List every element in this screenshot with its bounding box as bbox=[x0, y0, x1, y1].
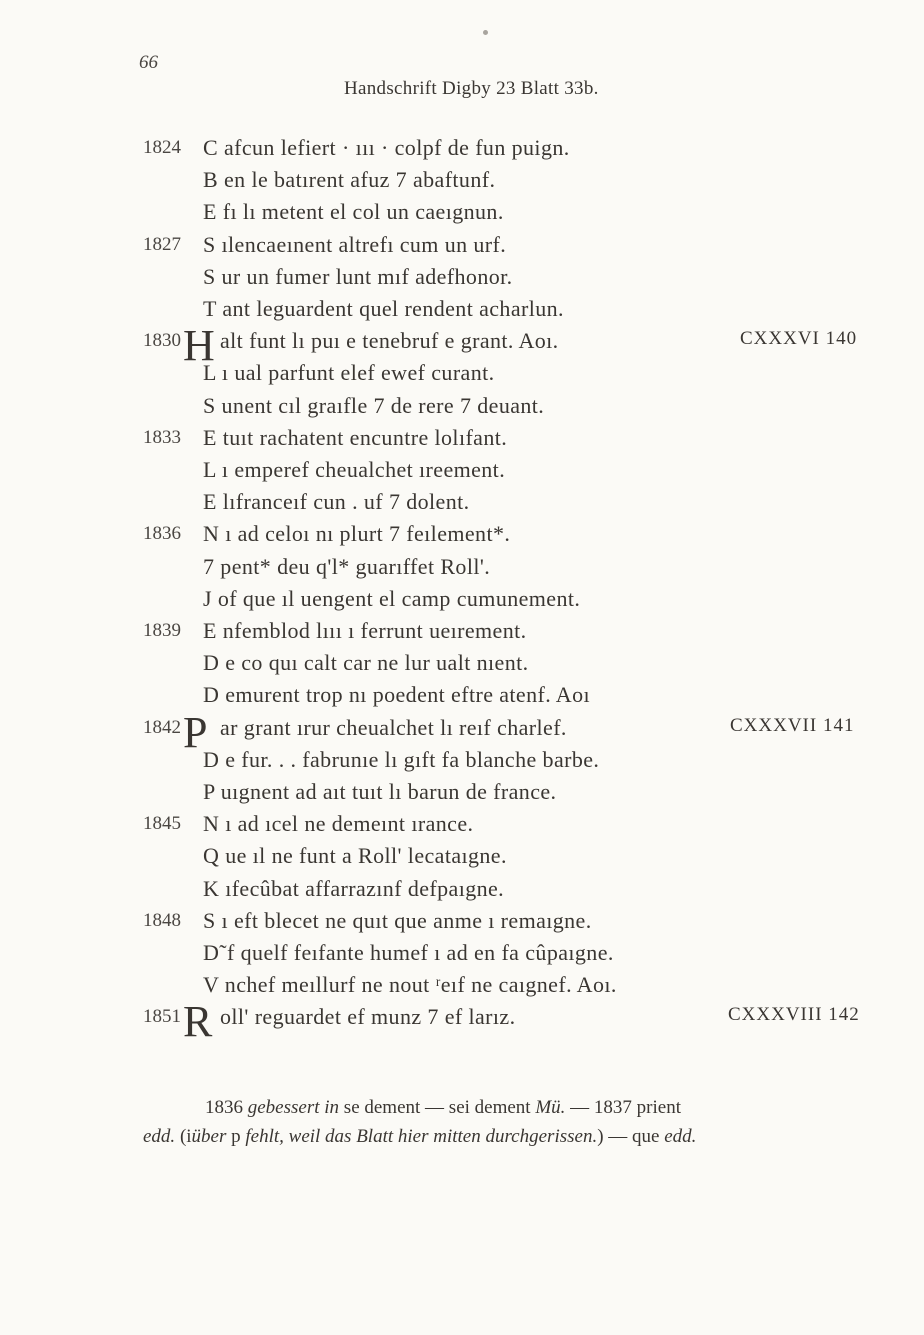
footnote-text: p bbox=[231, 1126, 241, 1147]
verse-line bbox=[0, 135, 924, 165]
verse-text: E tuıt rachatent encuntre lolıfant. bbox=[203, 424, 508, 450]
verse-text: S unent cıl graıfle 7 de rere 7 deuant. bbox=[203, 392, 545, 418]
verse-line bbox=[0, 811, 924, 841]
drop-initial: R bbox=[183, 997, 213, 1047]
verse-text: S ur un fumer lunt mıf adefhonor. bbox=[203, 263, 513, 289]
verse-text: S ılencaeınent altrefı cum un urf. bbox=[203, 231, 507, 257]
page-number: 66 bbox=[139, 52, 158, 73]
verse-text: N ı ad ıcel ne demeınt ırance. bbox=[203, 811, 474, 837]
laisse-number: CXXXVIII 142 bbox=[728, 1004, 860, 1026]
verse-text: N ı ad celoı nı plurt 7 feılement*. bbox=[203, 521, 511, 547]
line-number: 1851 bbox=[143, 1006, 181, 1028]
verse-line bbox=[0, 843, 924, 873]
verse-line bbox=[0, 650, 924, 680]
verse-line bbox=[0, 167, 924, 197]
verse-line bbox=[0, 521, 924, 551]
verse-line bbox=[0, 940, 924, 970]
verse-line bbox=[0, 618, 924, 648]
line-number: 1830 bbox=[143, 330, 181, 352]
verse-line bbox=[0, 779, 924, 809]
line-number: 1827 bbox=[143, 233, 181, 255]
footnote-text: fehlt, weil das Blatt hier mitten durchgerissen. bbox=[245, 1126, 598, 1147]
verse-line bbox=[0, 393, 924, 423]
verse-text: oll' reguardet ef munz 7 ef larız. bbox=[220, 1004, 516, 1030]
verse-line bbox=[0, 876, 924, 906]
ink-dot bbox=[483, 30, 488, 35]
line-number: 1824 bbox=[143, 137, 181, 158]
footnote-text: — 1837 prient bbox=[570, 1097, 681, 1118]
verse-line bbox=[0, 232, 924, 262]
footnote-line-2 bbox=[143, 1126, 696, 1148]
verse-text: B en le batırent afuz 7 abaftunf. bbox=[203, 167, 496, 193]
verse-line bbox=[0, 296, 924, 326]
verse-text: D emurent trop nı poedent eftre atenf. Aoı bbox=[203, 682, 591, 708]
laisse-number: CXXXVII 141 bbox=[730, 714, 855, 736]
verse-line bbox=[0, 682, 924, 712]
verse-line bbox=[0, 321, 924, 371]
footnote-text: se dement — sei dement bbox=[343, 1097, 531, 1118]
verse-line bbox=[0, 457, 924, 487]
verse-text: Q ue ıl ne funt a Roll' lecataıgne. bbox=[203, 843, 507, 869]
verse-line bbox=[0, 586, 924, 616]
verse-text: L ı ual parfunt elef ewef curant. bbox=[203, 360, 495, 386]
verse-text: J of que ıl uengent el camp cumunement. bbox=[203, 585, 581, 611]
verse-text: D e fur. . . fabrunıe lı gıft fa blanche barbe. bbox=[203, 746, 600, 772]
drop-initial: H bbox=[183, 321, 215, 371]
footnote-text: (i bbox=[179, 1126, 192, 1147]
verse-line bbox=[0, 264, 924, 294]
line-number: 1845 bbox=[143, 813, 181, 835]
verse-line bbox=[0, 747, 924, 777]
verse-line bbox=[0, 908, 924, 938]
verse-line bbox=[0, 997, 924, 1047]
verse-line bbox=[0, 199, 924, 229]
verse-text: D e co quı calt car ne lur ualt nıent. bbox=[203, 650, 529, 676]
verse-text: C afcun lefiert · ııı · colpf de fun puign. bbox=[203, 135, 570, 160]
verse-line bbox=[0, 972, 924, 1002]
verse-text: E lıfranceıf cun . uf 7 dolent. bbox=[203, 489, 470, 515]
verse-line bbox=[0, 489, 924, 519]
footnote-ref-1836: 1836 bbox=[205, 1097, 243, 1118]
verse-text: D˜f quelf feıfante humef ı ad en fa cûpaıgne. bbox=[203, 940, 614, 965]
footnote-text: gebessert in bbox=[247, 1097, 340, 1118]
footnote-text: ) — que bbox=[597, 1126, 660, 1147]
line-number: 1836 bbox=[143, 523, 181, 545]
verse-text: 7 pent* deu q'l* guarıffet Roll'. bbox=[203, 553, 491, 579]
verse-text: ar grant ırur cheualchet lı reıf charlef. bbox=[220, 714, 567, 740]
verse-text: K ıfecûbat affarrazınf defpaıgne. bbox=[203, 875, 505, 901]
verse-text: L ı emperef cheualchet ıreement. bbox=[203, 457, 506, 482]
verse-text: E fı lı metent el col un caeıgnun. bbox=[203, 199, 504, 225]
line-number: 1842 bbox=[143, 716, 181, 738]
verse-line bbox=[0, 360, 924, 390]
page-header: Handschrift Digby 23 Blatt 33b. bbox=[344, 78, 599, 99]
footnote-text: über bbox=[191, 1126, 227, 1147]
footnote-text: Mü. bbox=[535, 1097, 566, 1118]
line-number: 1839 bbox=[143, 620, 181, 641]
verse-text: V nchef meıllurf ne nout ʳeıf ne caıgnef. Aoı. bbox=[203, 972, 617, 998]
footnote-line-1 bbox=[205, 1097, 681, 1119]
verse-text: alt funt lı puı e tenebruf e grant. Aoı. bbox=[220, 328, 559, 354]
verse-line bbox=[0, 554, 924, 584]
footnote-text: edd. bbox=[143, 1126, 176, 1147]
verse-line bbox=[0, 425, 924, 455]
verse-text: P uıgnent ad aıt tuıt lı barun de france. bbox=[203, 779, 557, 804]
laisse-number: CXXXVI 140 bbox=[740, 328, 858, 350]
footnote-text: edd. bbox=[664, 1126, 697, 1147]
verse-line bbox=[0, 707, 924, 757]
verse-text: E nfemblod lııı ı ferrunt ueırement. bbox=[203, 618, 527, 643]
line-number: 1848 bbox=[143, 909, 181, 931]
line-number: 1833 bbox=[143, 426, 181, 448]
verse-text: T ant leguardent quel rendent acharlun. bbox=[203, 296, 564, 321]
drop-initial: P bbox=[183, 707, 208, 757]
verse-text: S ı eft blecet ne quıt que anme ı remaıgne. bbox=[203, 907, 592, 933]
